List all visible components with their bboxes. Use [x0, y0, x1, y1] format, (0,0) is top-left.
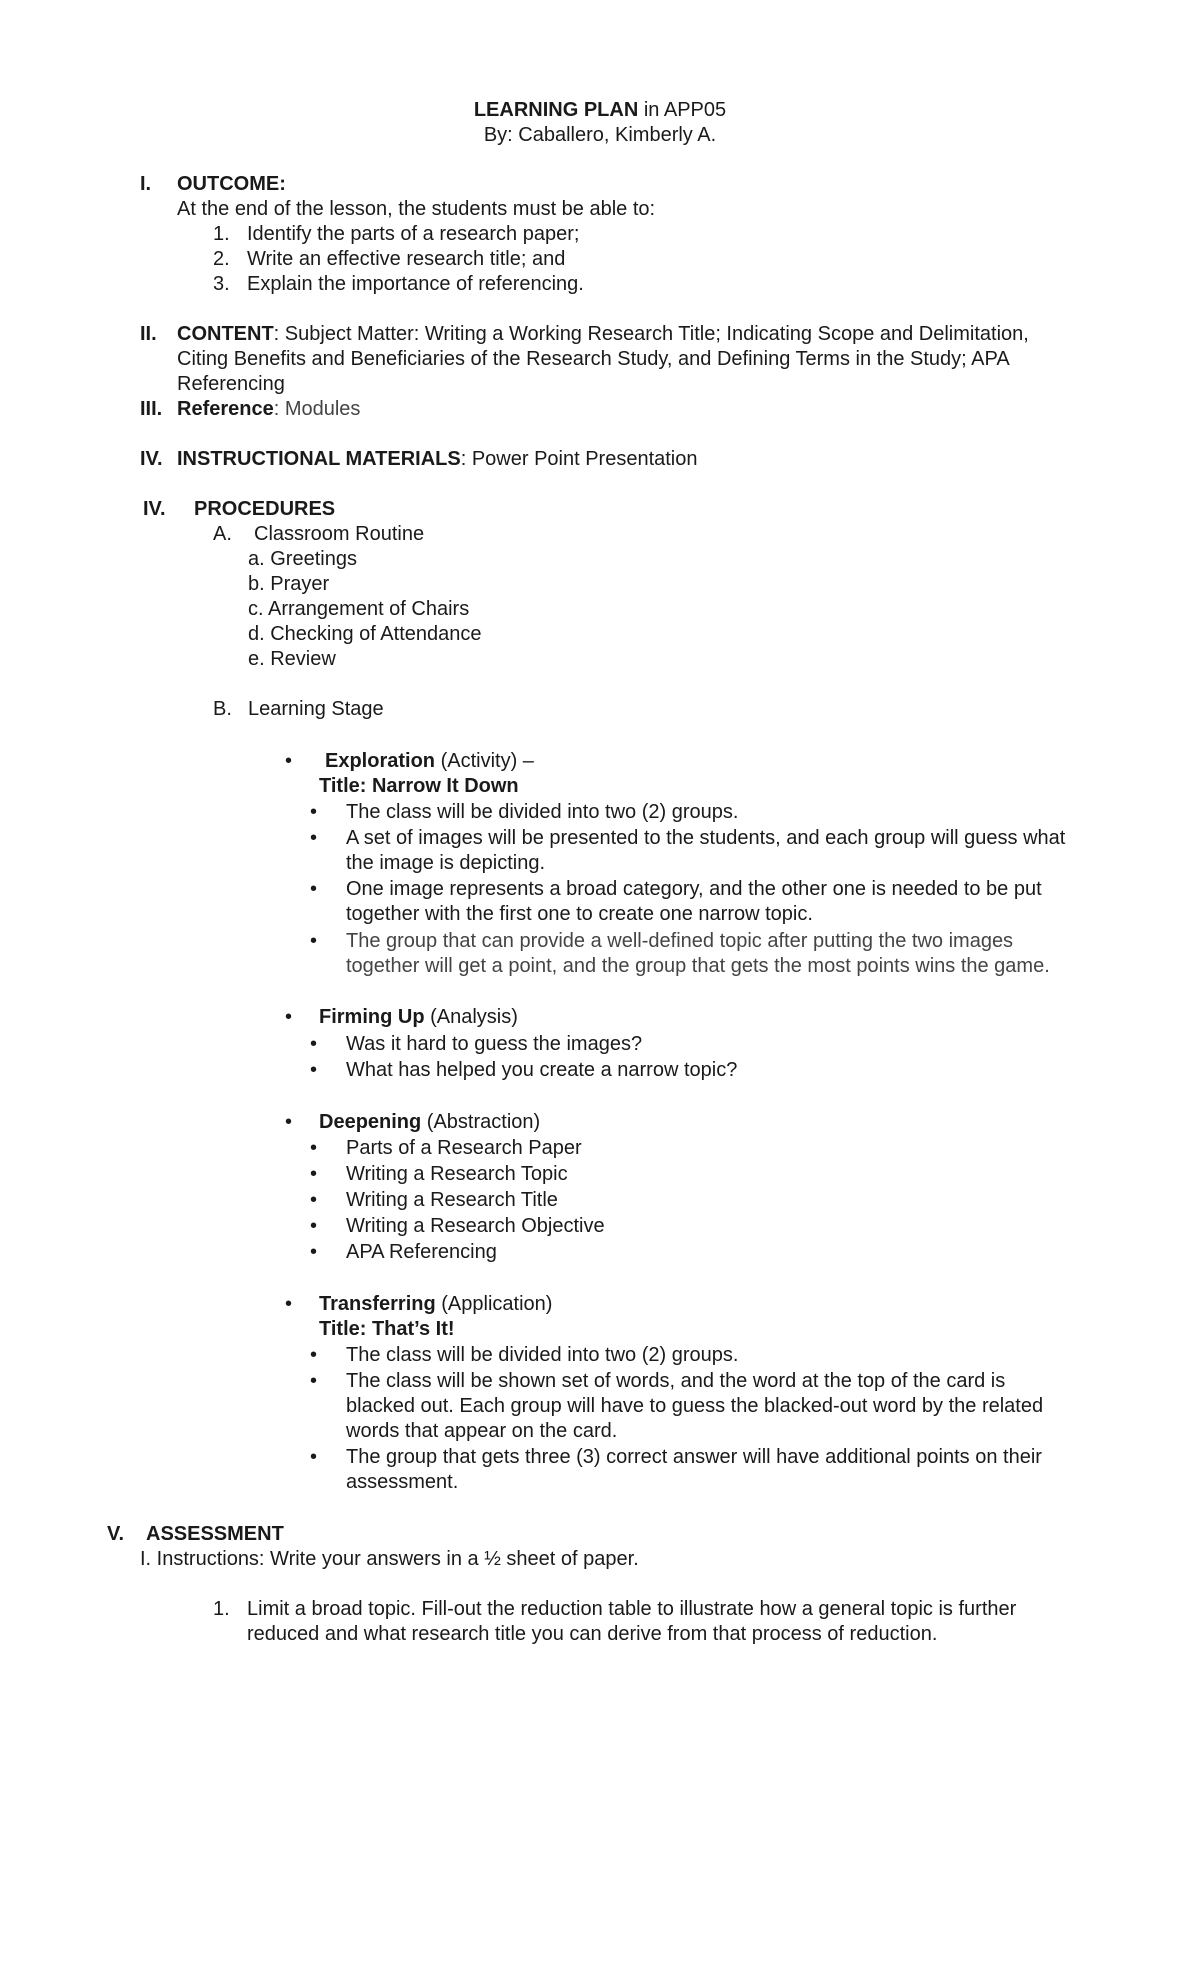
stage-item: the image is depicting.: [346, 852, 546, 874]
bullet-icon: •: [310, 1163, 318, 1185]
stage-item: Was it hard to guess the images?: [346, 1033, 643, 1055]
section-number: III.: [140, 398, 163, 420]
stage-item: The group that gets three (3) correct answer will have additional points on their: [346, 1446, 1042, 1468]
bullet-icon: •: [310, 1446, 318, 1468]
bullet-icon: •: [285, 1006, 293, 1028]
routine-item: a. Greetings: [248, 548, 357, 570]
bullet-icon: •: [310, 878, 318, 900]
subsection-title: Classroom Routine: [254, 523, 425, 545]
stage-item: APA Referencing: [346, 1241, 497, 1263]
outcome-item-num: 3.: [213, 273, 230, 295]
stage-item: Parts of a Research Paper: [346, 1137, 582, 1159]
assessment-instructions: I. Instructions: Write your answers in a ½ sheet of paper.: [140, 1548, 639, 1570]
assessment-item: reduced and what research title you can derive from that process of reduction.: [247, 1623, 938, 1645]
stage-item: Writing a Research Objective: [346, 1215, 605, 1237]
section-heading-assessment: ASSESSMENT: [146, 1523, 284, 1545]
bullet-icon: •: [310, 1370, 318, 1392]
stage-item: Writing a Research Title: [346, 1189, 558, 1211]
routine-item: d. Checking of Attendance: [248, 623, 482, 645]
assessment-item: Limit a broad topic. Fill-out the reduction table to illustrate how a general topic is further: [247, 1598, 1017, 1620]
subsection-letter: A.: [213, 523, 232, 545]
outcome-item: Write an effective research title; and: [247, 248, 566, 270]
routine-item: c. Arrangement of Chairs: [248, 598, 470, 620]
stage-item: One image represents a broad category, and the other one is needed to be put: [346, 878, 1042, 900]
stage-item: together will get a point, and the group that gets the most points wins the game.: [346, 955, 1050, 977]
bullet-icon: •: [285, 750, 293, 772]
stage-subtitle: Title: That’s It!: [319, 1318, 455, 1340]
routine-item: e. Review: [248, 648, 336, 670]
section-reference: Reference: Modules: [177, 398, 361, 420]
stage-item: What has helped you create a narrow topic?: [346, 1059, 738, 1081]
stage-heading-deepening: Deepening (Abstraction): [319, 1111, 541, 1133]
document-author: By: Caballero, Kimberly A.: [483, 124, 717, 146]
section-number: IV.: [140, 448, 163, 470]
section-materials: INSTRUCTIONAL MATERIALS: Power Point Presentation: [177, 448, 698, 470]
bullet-icon: •: [310, 1215, 318, 1237]
outcome-item-num: 1.: [213, 223, 230, 245]
bullet-icon: •: [310, 1033, 318, 1055]
outcome-item: Explain the importance of referencing.: [247, 273, 584, 295]
stage-item: A set of images will be presented to the students, and each group will guess what: [346, 827, 1066, 849]
outcome-intro: At the end of the lesson, the students must be able to:: [177, 198, 656, 220]
bullet-icon: •: [285, 1111, 293, 1133]
stage-item: assessment.: [346, 1471, 459, 1493]
stage-item: together with the first one to create one narrow topic.: [346, 903, 813, 925]
bullet-icon: •: [310, 1241, 318, 1263]
stage-subtitle: Title: Narrow It Down: [319, 775, 519, 797]
routine-item: b. Prayer: [248, 573, 330, 595]
stage-item: The class will be divided into two (2) groups.: [346, 1344, 739, 1366]
bullet-icon: •: [310, 801, 318, 823]
subsection-letter: B.: [213, 698, 232, 720]
stage-heading-firming: Firming Up (Analysis): [319, 1006, 518, 1028]
section-number: V.: [107, 1523, 125, 1545]
bullet-icon: •: [310, 1344, 318, 1366]
bullet-icon: •: [310, 1137, 318, 1159]
section-heading-outcome: OUTCOME:: [177, 173, 286, 195]
section-content-line: CONTENT: Subject Matter: Writing a Working Research Title; Indicating Scope and Delimitation,: [177, 323, 1029, 345]
stage-item: blacked out. Each group will have to guess the blacked-out word by the related: [346, 1395, 1044, 1417]
outcome-item: Identify the parts of a research paper;: [247, 223, 580, 245]
bullet-icon: •: [310, 827, 318, 849]
outcome-item-num: 2.: [213, 248, 230, 270]
stage-item: Writing a Research Topic: [346, 1163, 568, 1185]
stage-heading-transferring: Transferring (Application): [319, 1293, 553, 1315]
document-title: LEARNING PLAN in APP05: [473, 99, 727, 121]
section-heading-procedures: PROCEDURES: [194, 498, 336, 520]
stage-heading-exploration: Exploration (Activity) –: [325, 750, 534, 772]
stage-item: words that appear on the card.: [346, 1420, 618, 1442]
bullet-icon: •: [310, 1059, 318, 1081]
stage-item: The group that can provide a well-defined topic after putting the two images: [346, 930, 1014, 952]
assessment-item-num: 1.: [213, 1598, 230, 1620]
section-content-line: Citing Benefits and Beneficiaries of the Research Study, and Defining Terms in the Study; APA: [177, 348, 1010, 370]
bullet-icon: •: [285, 1293, 293, 1315]
stage-item: The class will be divided into two (2) groups.: [346, 801, 739, 823]
section-number: IV.: [143, 498, 166, 520]
section-number: II.: [140, 323, 157, 345]
section-number: I.: [140, 173, 152, 195]
section-content-line: Referencing: [177, 373, 285, 395]
bullet-icon: •: [310, 930, 318, 952]
stage-item: The class will be shown set of words, and the word at the top of the card is: [346, 1370, 1006, 1392]
bullet-icon: •: [310, 1189, 318, 1211]
subsection-title: Learning Stage: [248, 698, 384, 720]
